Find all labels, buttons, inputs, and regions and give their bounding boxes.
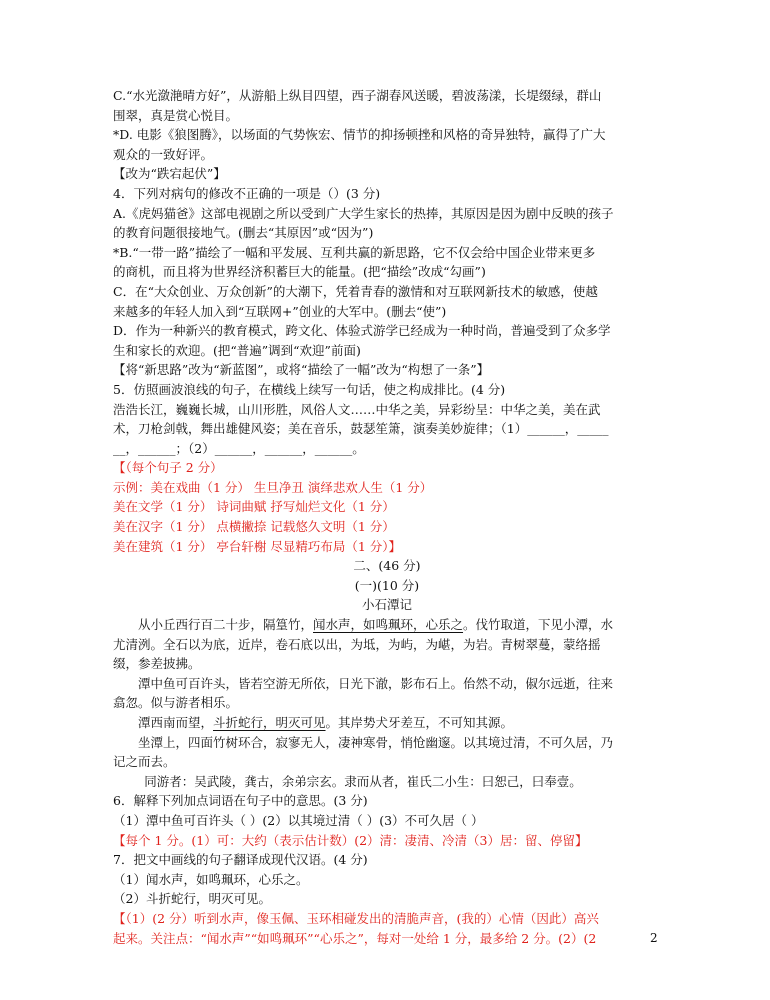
text-line: (一)(10 分) xyxy=(354,577,420,593)
text-line: 围翠，真是赏心悦目。 xyxy=(113,107,239,123)
text-line: 潭中鱼可百许头，皆若空游无所依，日光下澈，影布石上。佁然不动，俶尔远逝，往来 xyxy=(138,675,614,691)
text-line: 5．仿照画波浪线的句子，在横线上续写一句话，使之构成排比。(4 分) xyxy=(113,381,506,397)
text-line: 7．把文中画线的句子翻译成现代汉语。(4 分) xyxy=(113,852,368,868)
text-line: 示例：美在戏曲（1 分） 生旦净丑 演绎悲欢人生（1 分） xyxy=(113,479,433,495)
text-line: D．作为一种新兴的教育模式，跨文化、体验式游学已经成为一种时尚，普遍受到了众多学 xyxy=(113,323,611,339)
text-line: 缀，参差披拂。 xyxy=(113,656,201,672)
text-line: 4．下列对病句的修改不正确的一项是（）(3 分) xyxy=(113,185,381,201)
text-segment: 潭西南而望， xyxy=(138,715,214,730)
text-line: 翕忽。似与游者相乐。 xyxy=(113,695,239,711)
text-line: （1）闻水声，如鸣珮环，心乐之。 xyxy=(113,871,309,887)
text-line: 起来。关注点：“闻水声”“如鸣珮环”“心乐之”，每对一处给 1 分，最多给 2 分。(2）(2 xyxy=(113,930,597,946)
underlined-sentence: 斗折蛇行，明灭可见 xyxy=(213,715,326,730)
text-line: 小石潭记 xyxy=(361,597,412,613)
text-line: 坐潭上，四面竹树环合，寂寥无人，凄神寒骨，悄怆幽邃。以其境过清，不可久居，乃 xyxy=(138,734,614,750)
text-line xyxy=(113,615,661,635)
text-line: C．在“大众创业、万众创新”的大潮下，凭着青春的激情和对互联网新技术的敏感，使越 xyxy=(113,283,598,299)
text-line: 记之而去。 xyxy=(113,754,176,770)
text-line: C.“水光潋滟晴方好”，从游船上纵目四望，西子湖春风送暖，碧波荡漾，长堤缀绿，群山 xyxy=(113,88,602,103)
text-line: *B.“一带一路”描绘了一幅和平发展、互利共赢的新思路，它不仅会给中国企业带来更多 xyxy=(113,244,596,260)
text-line: 生和家长的欢迎。(把“普遍”调到“欢迎”前面) xyxy=(113,342,361,358)
text-line xyxy=(113,713,661,733)
text-line: 观众的一致好评。 xyxy=(113,146,214,162)
text-segment: 从小丘西行百二十步，隔篁竹， xyxy=(138,617,314,633)
text-line: 美在建筑（1 分） 亭台轩榭 尽显精巧布局（1 分）】 xyxy=(113,538,402,554)
text-line: （1）潭中鱼可百许头（ ）(2）以其境过清（ ）(3）不可久居（ ） xyxy=(113,812,484,828)
text-line: 美在文学（1 分） 诗词曲赋 抒写灿烂文化（1 分） xyxy=(113,499,395,515)
text-segment: 。其岸势犬牙差互，不可知其源。 xyxy=(325,715,514,730)
text-line: 【改为“跌宕起伏”】 xyxy=(113,166,226,182)
text-line: 浩浩长江，巍巍长城，山川形胜，风俗人文……中华之美，异彩纷呈：中华之美，美在武 xyxy=(113,401,601,417)
page-number: 2 xyxy=(650,931,658,945)
text-line: 美在汉字（1 分） 点横撇捺 记载悠久文明（1 分） xyxy=(113,519,395,535)
text-line: 二、(46 分) xyxy=(353,558,421,574)
text-line: 的教育问题很接地气。(删去“其原因”或“因为”) xyxy=(113,225,374,241)
text-line: （2）斗折蛇行，明灭可见。 xyxy=(113,891,271,907)
text-line: 【（1）(2 分）听到水声，像玉佩、玉环相碰发出的清脆声音，(我的）心情（因此）高兴 xyxy=(113,910,599,926)
text-line: __，______；（2）______，______，______。 xyxy=(113,440,365,456)
text-line: *D. 电影《狼图腾》，以场面的气势恢宏、情节的抑扬顿挫和风格的奇异独特，赢得了广大 xyxy=(113,127,606,143)
document-body xyxy=(113,86,661,948)
text-line: 【每个 1 分。(1）可：大约（表示估计数）(2）清：凄清、冷清（3）居：留、停留】 xyxy=(113,832,588,848)
underlined-sentence: 闻水声，如鸣珮环，心乐之 xyxy=(313,617,464,633)
text-line: 6．解释下列加点词语在句子中的意思。(3 分) xyxy=(113,793,368,809)
text-line: 【将“新思路”改为“新蓝图”，或将“描绘了一幅”改为“构想了一条”】 xyxy=(113,362,490,378)
text-line: 尤清洌。全石以为底，近岸，卷石底以出，为坻，为屿，为嵁，为岩。青树翠蔓，蒙络摇 xyxy=(113,636,601,652)
text-line: 来越多的年轻人加入到“互联网+”创业的大军中。(删去“使”) xyxy=(113,303,447,319)
text-segment: 。伐竹取道，下见小潭，水 xyxy=(463,617,614,633)
text-line: 的商机，而且将为世界经济积蓄巨大的能量。(把“描绘”改成“勾画”) xyxy=(113,264,486,280)
text-line: 术，刀枪剑戟，舞出雄健风姿；美在音乐，鼓瑟笙箫，演奏美妙旋律；（1）______，_____ xyxy=(113,421,609,437)
text-line: 【（每个句子 2 分） xyxy=(113,460,223,476)
text-line: 同游者：吴武陵，龚古，余弟宗玄。隶而从者，崔氏二小生：曰恕己，曰奉壹。 xyxy=(144,773,582,789)
text-line: A.《虎妈猫爸》这部电视剧之所以受到广大学生家长的热捧，其原因是因为剧中反映的孩子 xyxy=(113,205,614,221)
